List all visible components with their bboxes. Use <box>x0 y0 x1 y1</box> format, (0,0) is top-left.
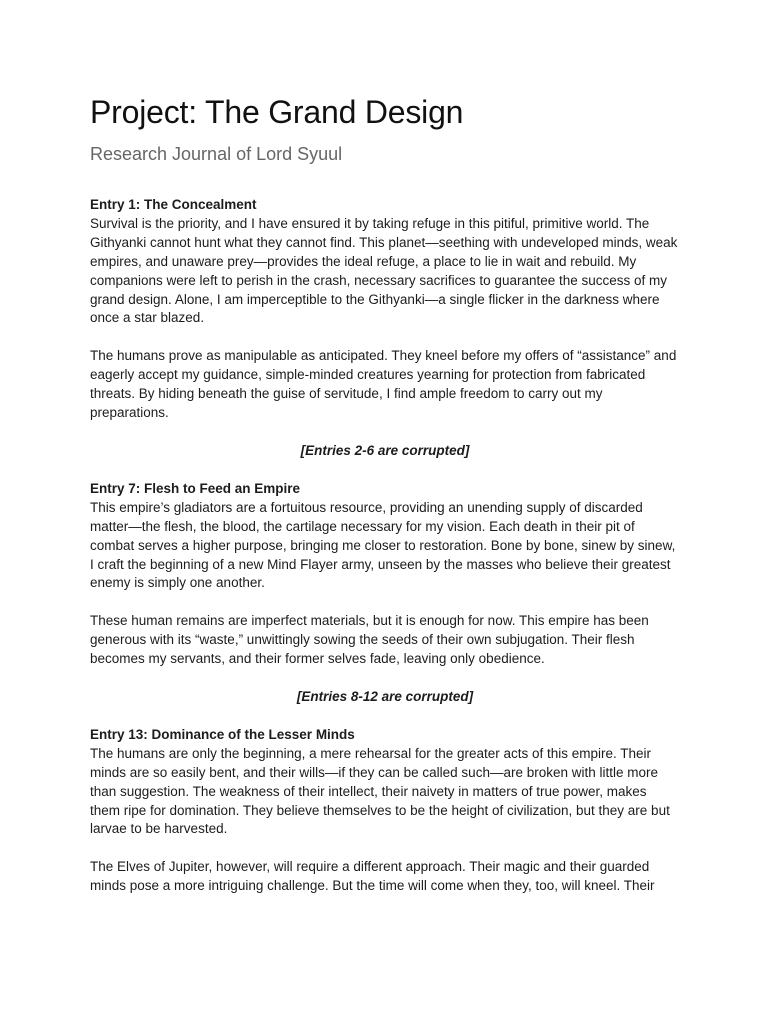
document-subtitle: Research Journal of Lord Syuul <box>90 144 343 164</box>
document-page <box>90 92 680 896</box>
corrupted-entries-notice-1: [Entries 2-6 are corrupted] <box>300 442 470 458</box>
entry-7-heading: Entry 7: Flesh to Feed an Empire <box>90 480 301 496</box>
paragraph-gap <box>90 423 680 442</box>
paragraph-gap <box>90 593 680 612</box>
entry-13-paragraph-1: The humans are only the beginning, a mere rehearsal for the greater acts of this empire. Their minds are so easily bent, and their wills—if they can be called such—are broken with little more than suggestion. The weakness of their intellect, their naivety in matters of true power, makes them ripe for domination. They believe themselves to be the height of civilization, but they are but larvae to be harvested. <box>90 745 670 837</box>
document-title: Project: The Grand Design <box>90 94 464 130</box>
entry-13-paragraph-2: The Elves of Jupiter, however, will require a different approach. Their magic and their guarded minds pose a more intriguing challenge. But the time will come when they, too, will kneel. Their <box>90 859 655 894</box>
entry-7-paragraph-1: This empire’s gladiators are a fortuitous resource, providing an unending supply of discarded matter—the flesh, the blood, the cartilage necessary for my vision. Each death in their pit of combat serves a higher purpose, bringing me closer to restoration. Bone by bone, sinew by sinew, I craft the beginning of a new Mind Flayer army, unseen by the masses who believe their greatest enemy is simply one another. <box>90 499 676 591</box>
journal-body <box>90 196 680 896</box>
paragraph-gap <box>90 839 680 858</box>
entry-1-heading: Entry 1: The Concealment <box>90 197 257 212</box>
entry-1-paragraph-2: The humans prove as manipulable as anticipated. They kneel before my offers of “assistance” and eagerly accept my guidance, simple-minded creatures yearning for protection from fabricated threats. By hiding beneath the guise of servitude, I find ample freedom to carry out my preparations. <box>90 348 677 421</box>
corrupted-entries-notice-2: [Entries 8-12 are corrupted] <box>296 689 474 705</box>
entry-7-paragraph-2: These human remains are imperfect materials, but it is enough for now. This empire has been generous with its “waste,” unwittingly sowing the seeds of their own subjugation. Their flesh becomes my servants, and their former selves fade, leaving only obedience. <box>90 613 649 667</box>
paragraph-gap <box>90 461 680 480</box>
entry-13-heading: Entry 13: Dominance of the Lesser Minds <box>90 726 355 742</box>
entry-1-paragraph-1: Survival is the priority, and I have ensured it by taking refuge in this pitiful, primitive world. The Githyanki cannot hunt what they cannot find. This planet—seething with undeveloped minds, weak empires, and unaware prey—provides the ideal refuge, a place to lie in wait and rebuild. My companions were left to perish in the crash, necessary sacrifices to guarantee the success of my grand design. Alone, I am imperceptible to the Githyanki—a single flicker in the darkness where once a star blazed. <box>90 215 678 326</box>
paragraph-gap <box>90 669 680 688</box>
paragraph-gap <box>90 328 680 347</box>
paragraph-gap <box>90 707 680 726</box>
